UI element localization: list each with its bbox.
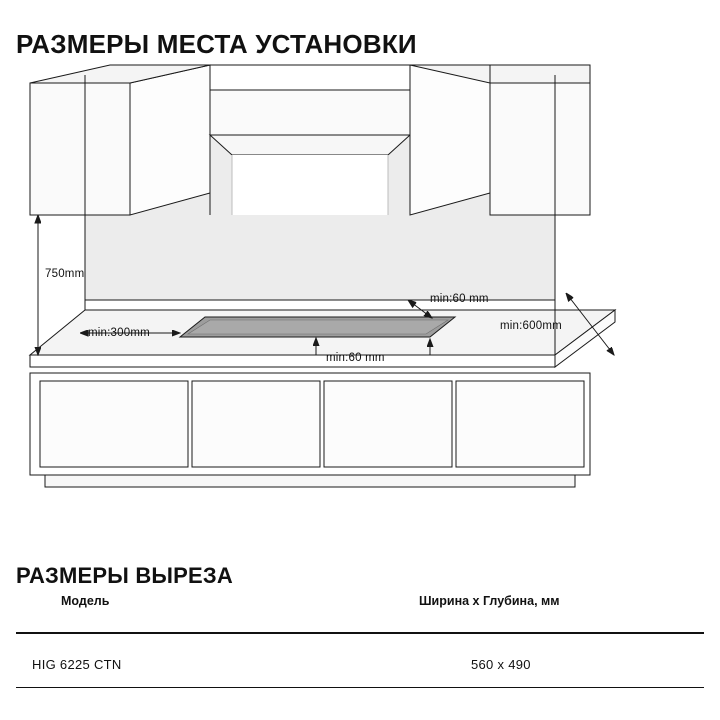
plinth: [45, 475, 575, 487]
table-cell-model: HIG 6225 CTN: [32, 657, 122, 672]
countertop-edge: [30, 355, 555, 367]
table-header-model: Модель: [61, 594, 110, 608]
dim-label-min60-front: min:60 mm: [326, 352, 385, 364]
page-title-cutout: РАЗМЕРЫ ВЫРЕЗА: [16, 563, 233, 589]
page-title-installation: РАЗМЕРЫ МЕСТА УСТАНОВКИ: [16, 29, 417, 60]
dim-label-min300: min:300mm: [88, 327, 150, 339]
installation-diagram: [0, 55, 720, 515]
table-row-rule: [16, 687, 704, 688]
table-header-size: Ширина x Глубина, мм: [419, 594, 560, 608]
table-header-rule: [16, 632, 704, 634]
dim-label-750: 750mm: [45, 268, 85, 280]
cutout-dimensions-table: [16, 590, 704, 672]
table-row: [16, 645, 704, 687]
back-wall-panel: [85, 210, 555, 300]
table-header-row: [16, 590, 704, 626]
diagram-svg: [0, 55, 720, 515]
dim-label-min600: min:600mm: [500, 320, 562, 332]
table-cell-size: 560 x 490: [471, 657, 531, 672]
dim-label-min60-back: min:60 mm: [430, 293, 489, 305]
